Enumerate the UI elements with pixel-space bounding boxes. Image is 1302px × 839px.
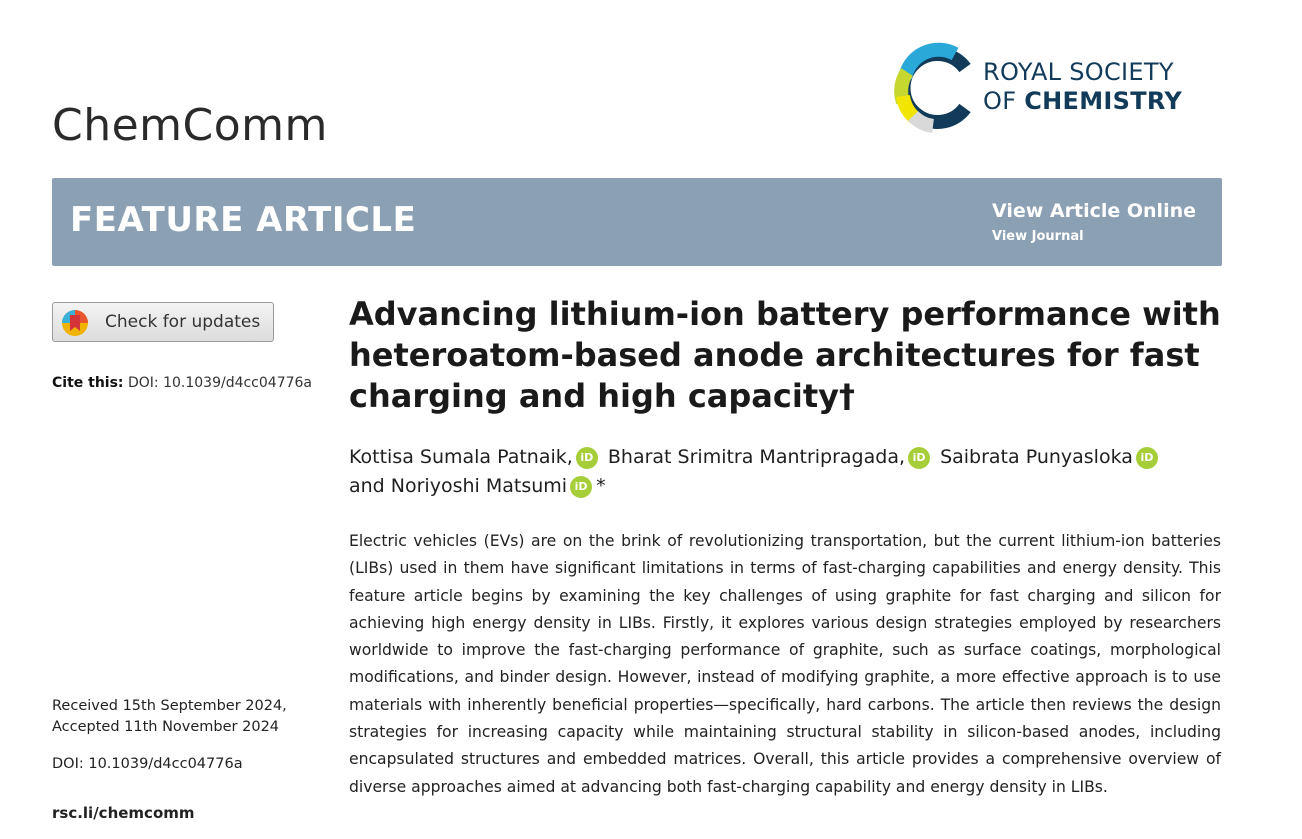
logo-line-2-bold: CHEMISTRY [1024,87,1183,115]
cite-label: Cite this: [52,375,124,391]
cite-this [52,375,312,391]
logo-line-2 [983,87,1182,116]
check-updates-icon [61,308,89,338]
doi: DOI: 10.1039/d4cc04776a [52,756,243,772]
section-banner [52,178,1222,266]
rsc-logo-icon [893,40,975,135]
check-updates-label: Check for updates [105,312,261,332]
journal-name: ChemComm [52,100,328,151]
author-name: Saibrata Punyasloka [940,446,1133,468]
view-article-online-link[interactable]: View Article Online [992,200,1196,222]
author-name: Kottisa Sumala Patnaik, [349,446,573,468]
author-name: Bharat Srimitra Mantripragada, [607,446,906,468]
corresponding-mark: * [596,475,606,497]
logo-line-2-prefix: OF [983,87,1025,115]
journal-link[interactable]: rsc.li/chemcomm [52,804,195,822]
orcid-icon[interactable]: iD [1136,447,1158,469]
author-list [349,443,1229,501]
rsc-logo [893,40,1223,135]
rsc-logo-text [983,58,1182,116]
cite-doi: DOI: 10.1039/d4cc04776a [127,375,312,391]
orcid-icon[interactable]: iD [908,447,930,469]
abstract: Electric vehicles (EVs) are on the brink of revolutionizing transportation, but the current lithium-ion batteries (LIBs) used in them have significant limitations in terms of fast-charging capabilities and energy density. This feature article begins by examining the key challenges of using graphite for fast charging and silicon for achieving high energy density in LIBs. Firstly, it explores various design strategies employed by researchers worldwide to improve the fast-charging performance of graphite, such as surface coatings, morphological modifications, and binder design. However, instead of modifying graphite, a more effective approach is to use materials with inherently beneficial properties—specifically, hard carbons. The article then reviews the design strategies for increasing capacity while maintaining structural stability in silicon-based anodes, including encapsulated structures and embedded matrices. Overall, this article provides a comprehensive overview of diverse approaches aimed at advancing both fast-charging capability and energy density in LIBs. [349,532,1221,796]
check-for-updates-button[interactable] [52,302,274,342]
author-name: and Noriyoshi Matsumi [349,475,568,497]
orcid-icon[interactable]: iD [576,447,598,469]
accepted-date: Accepted 11th November 2024 [52,719,280,735]
view-journal-link[interactable]: View Journal [992,229,1084,244]
article-title: Advancing lithium-ion battery performance with heteroatom-based anode architectures for fast charging and high capacity† [349,295,1221,415]
logo-line-1: ROYAL SOCIETY [983,58,1174,86]
received-date: Received 15th September 2024, [52,698,287,714]
dates [52,696,287,738]
orcid-icon[interactable]: iD [570,476,592,498]
section-title: FEATURE ARTICLE [70,200,417,240]
